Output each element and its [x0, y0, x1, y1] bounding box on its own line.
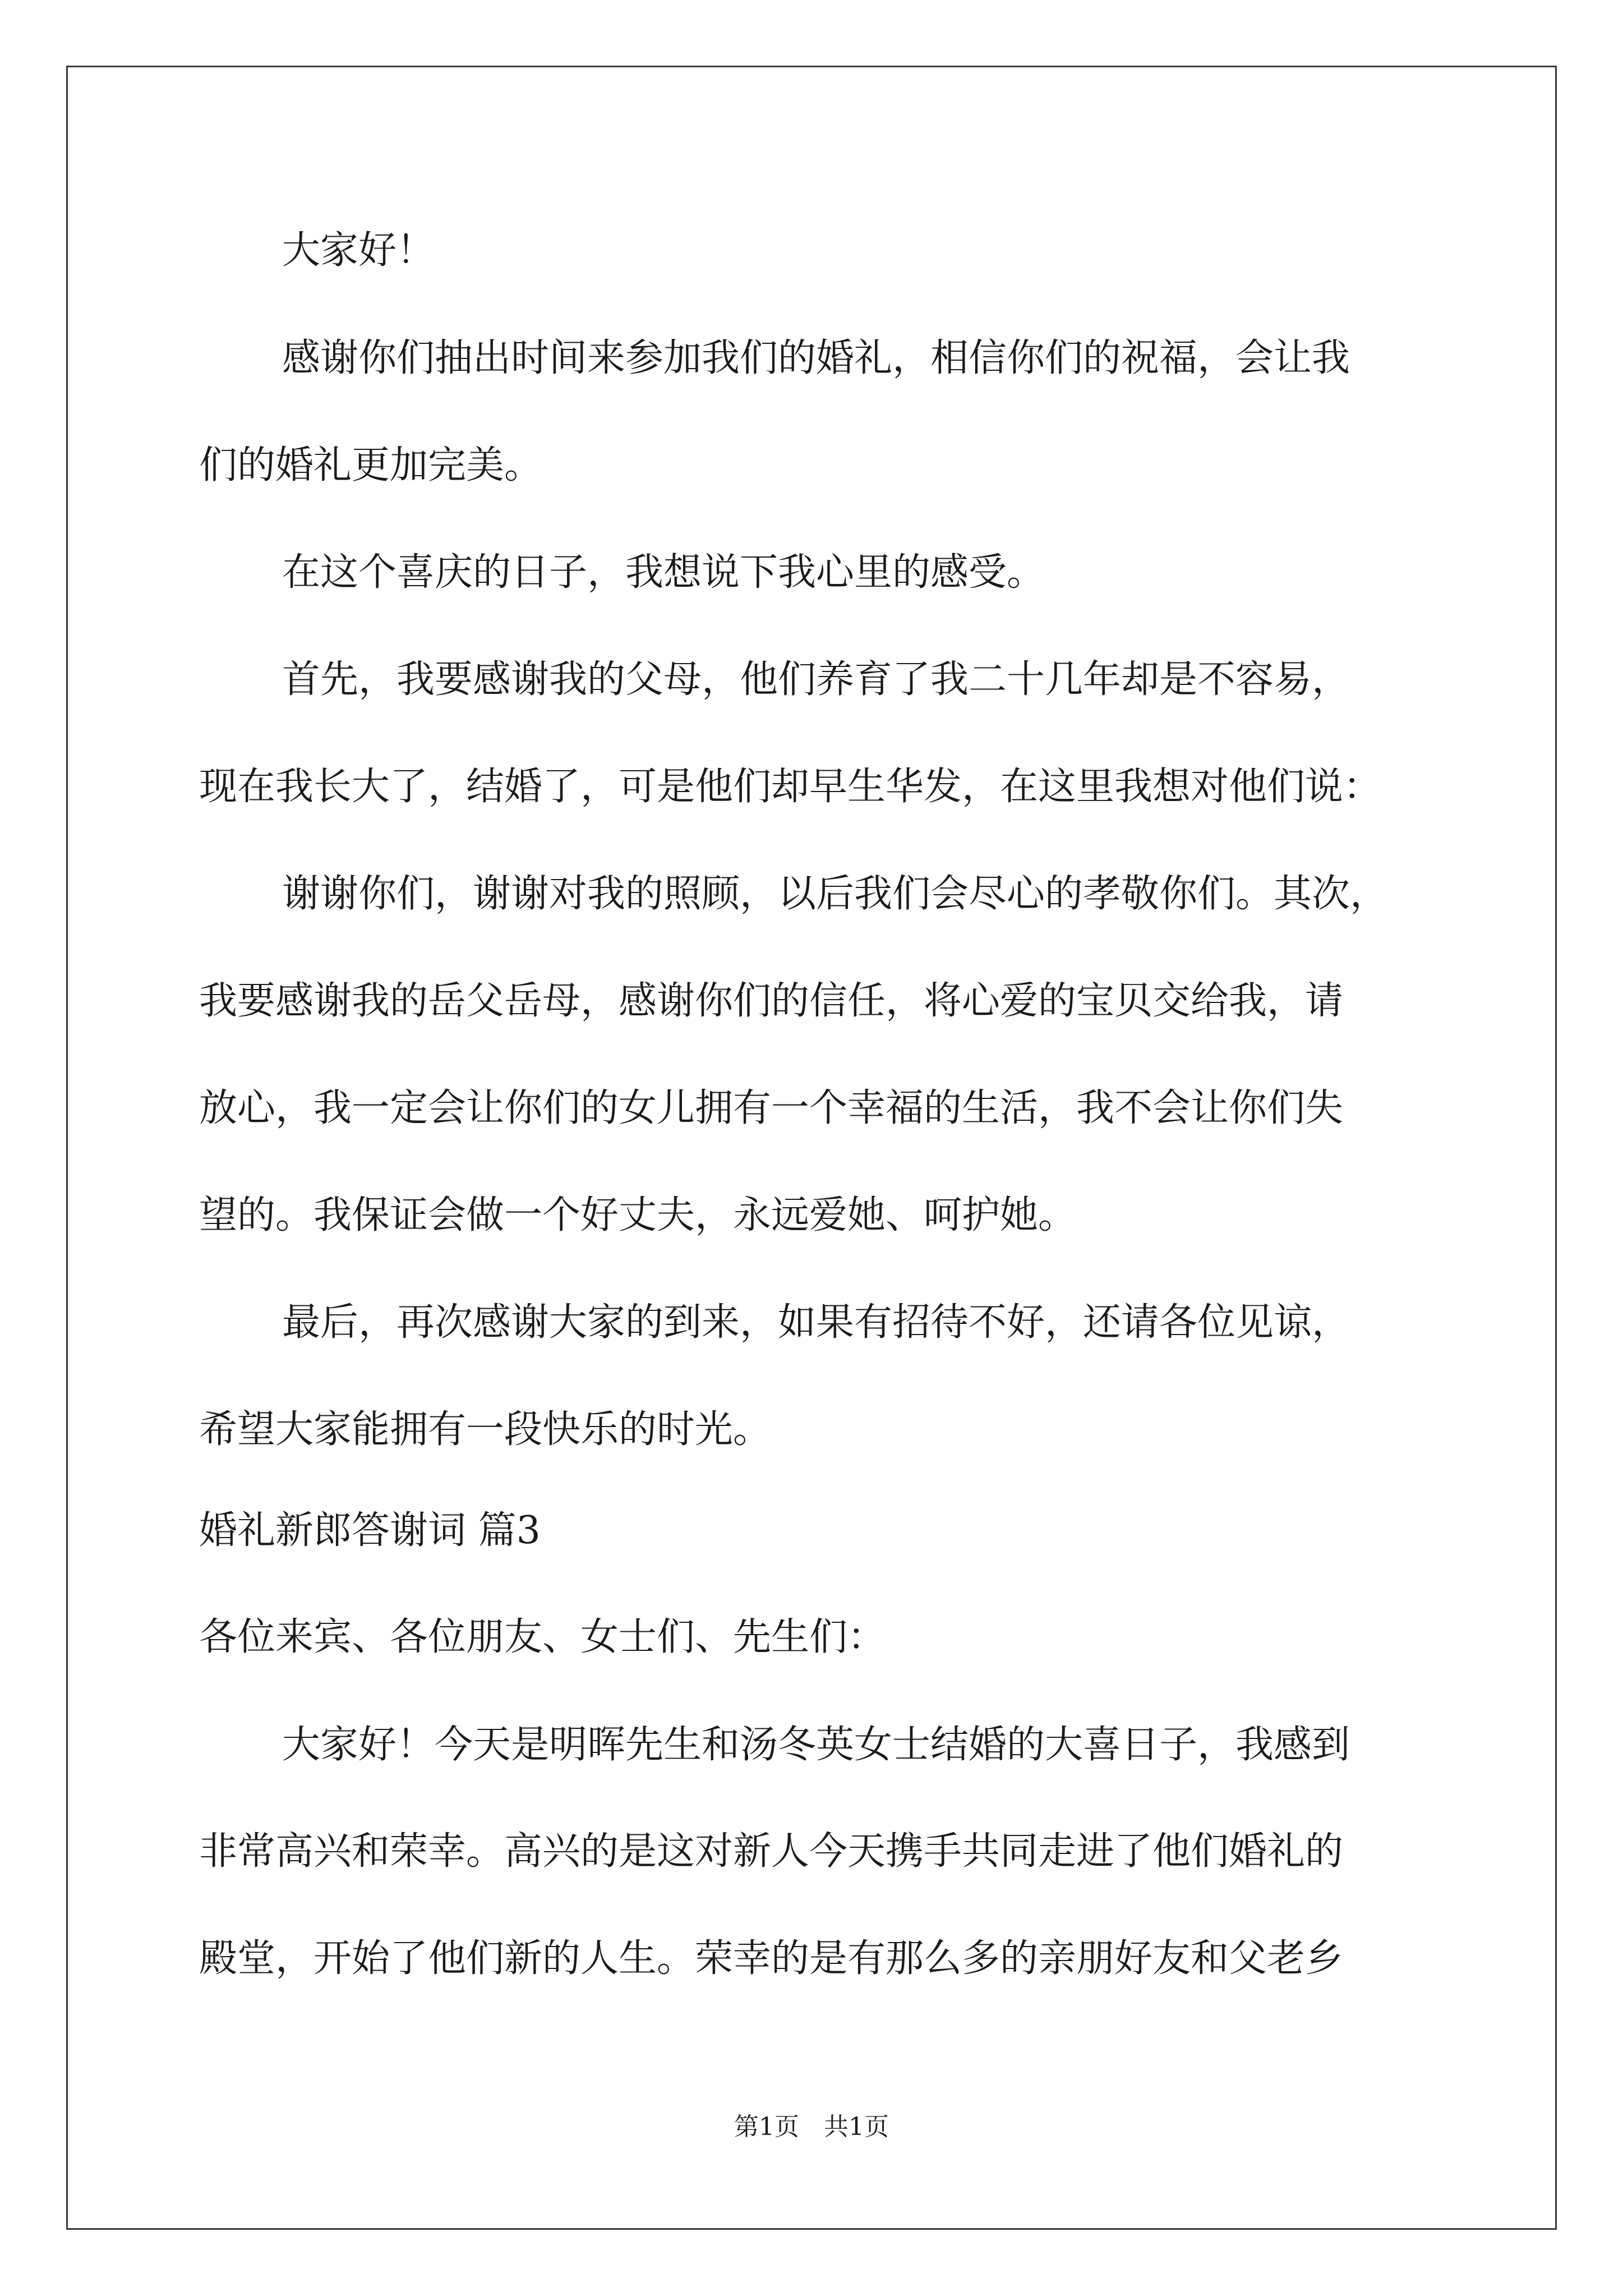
paragraph-line: 现在我长大了，结婚了，可是他们却早生华发，在这里我想对他们说： — [199, 765, 1382, 809]
greeting-line: 大家好！ — [282, 228, 435, 273]
paragraph-line: 在这个喜庆的日子，我想说下我心里的感受。 — [282, 550, 1045, 595]
paragraph-line: 望的。我保证会做一个好丈夫，永远爱她、呵护她。 — [199, 1193, 1077, 1237]
paragraph-line: 首先，我要感谢我的父母，他们养育了我二十几年却是不容易， — [282, 657, 1350, 702]
paragraph-line: 希望大家能拥有一段快乐的时光。 — [199, 1407, 772, 1452]
paragraph-line: 殿堂，开始了他们新的人生。荣幸的是有那么多的亲朋好友和父老乡 — [199, 1936, 1344, 1981]
paragraph-line: 谢谢你们，谢谢对我的照顾，以后我们会尽心的孝敬你们。其次， — [282, 872, 1389, 916]
paragraph-line: 最后，再次感谢大家的到来，如果有招待不好，还请各位见谅， — [282, 1300, 1350, 1345]
page-number-footer: 第1页 共1页 — [734, 2113, 889, 2141]
paragraph-line: 我要感谢我的岳父岳母，感谢你们的信任，将心爱的宝贝交给我，请 — [199, 979, 1344, 1023]
paragraph-line: 们的婚礼更加完美。 — [199, 443, 543, 487]
page-border — [66, 66, 1557, 2230]
paragraph-line: 放心，我一定会让你们的女儿拥有一个幸福的生活，我不会让你们失 — [199, 1086, 1344, 1130]
paragraph-line: 非常高兴和荣幸。高兴的是这对新人今天携手共同走进了他们婚礼的 — [199, 1829, 1344, 1874]
paragraph-line: 大家好！今天是明晖先生和汤冬英女士结婚的大喜日子，我感到 — [282, 1723, 1350, 1767]
paragraph-line: 感谢你们抽出时间来参加我们的婚礼，相信你们的祝福，会让我 — [282, 336, 1350, 380]
salutation-line: 各位来宾、各位朋友、女士们、先生们： — [199, 1615, 886, 1659]
section-heading: 婚礼新郎答谢词 篇3 — [199, 1508, 541, 1553]
